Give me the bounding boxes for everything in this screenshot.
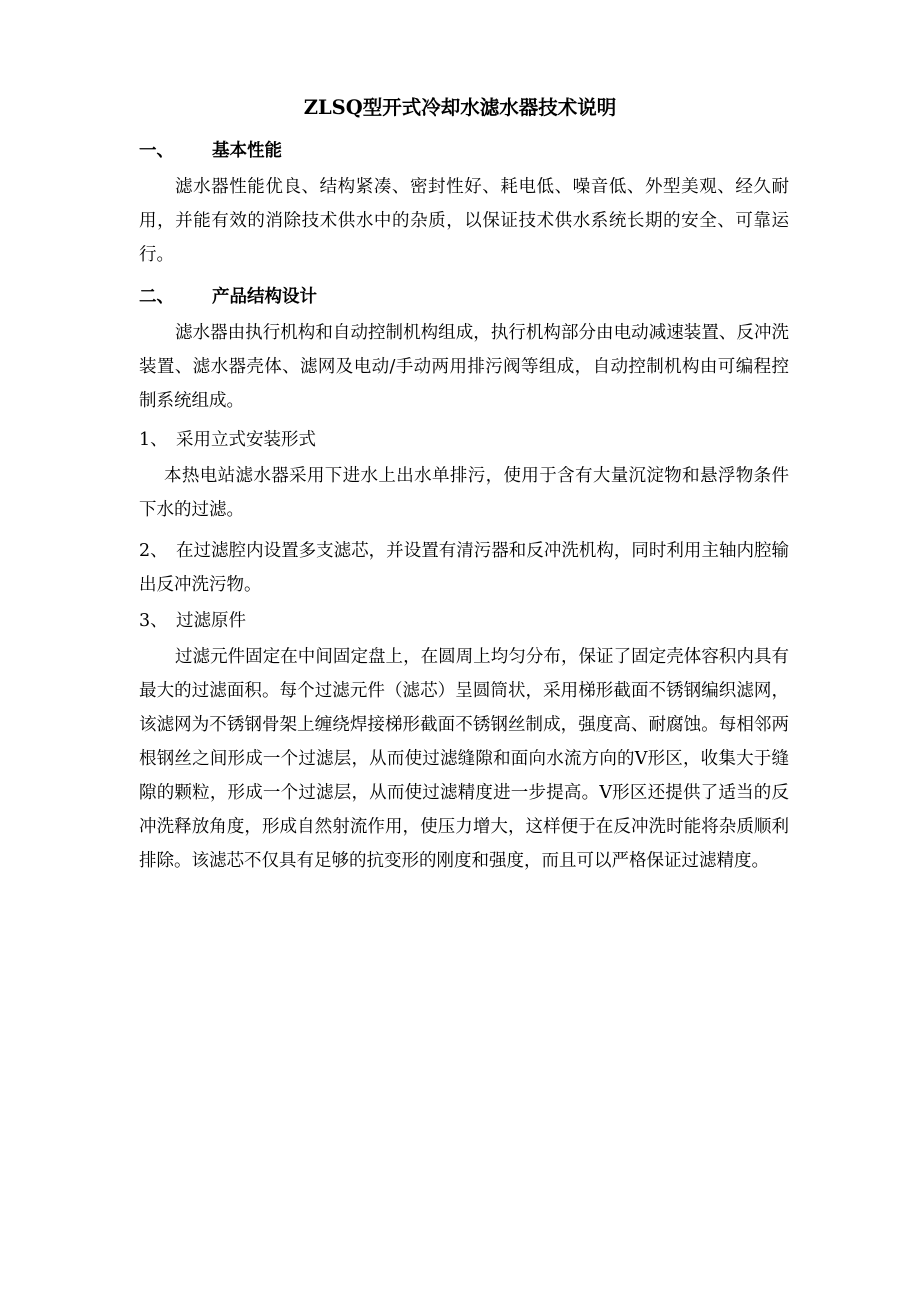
item-2-text: 在过滤腔内设置多支滤芯，并设置有清污器和反冲洗机构，同时利用主轴内腔输出反冲洗污物。 — [139, 541, 789, 595]
section-1-paragraph: 滤水器性能优良、结构紧凑、密封性好、耗电低、噪音低、外型美观、经久耐用，并能有效的消除技术供水中的杂质，以保证技术供水系统长期的安全、可靠运行。 — [139, 177, 789, 265]
item-2-paragraph — [139, 534, 789, 602]
section-2-title: 产品结构设计 — [212, 287, 317, 307]
item-3-paragraph: 过滤元件固定在中间固定盘上，在圆周上均匀分布，保证了固定壳体容积内具有最大的过滤面积。每个过滤元件（滤芯）呈圆筒状，采用梯形截面不锈钢编织滤网，该滤网为不锈钢骨架上缠绕焊接梯形截面不锈钢丝制成，强度高、耐腐蚀。每相邻两根钢丝之间形成一个过滤层，从而使过滤缝隙和面向水流方向的V形区，收集大于缝隙的颗粒，形成一个过滤层，从而使过滤精度进一步提高。V形区还提供了适当的反冲洗释放角度，形成自然射流作用，使压力增大，这样便于在反冲洗时能将杂质顺利排除。该滤芯不仅具有足够的抗变形的刚度和强度，而且可以严格保证过滤精度。 — [139, 647, 789, 871]
section-1-title: 基本性能 — [212, 141, 282, 161]
section-1-number: 一、 — [139, 141, 174, 161]
section-2-number: 二、 — [139, 287, 174, 307]
document-title: ZLSQ型开式冷却水滤水器技术说明 — [303, 96, 617, 119]
item-3-label: 过滤原件 — [176, 611, 246, 631]
section-2-paragraph: 滤水器由执行机构和自动控制机构组成，执行机构部分由电动减速装置、反冲洗装置、滤水器壳体、滤网及电动/手动两用排污阀等组成，自动控制机构由可编程控制系统组成。 — [139, 323, 789, 411]
item-3-heading — [139, 608, 246, 634]
section-2-heading — [139, 284, 317, 310]
item-3-number: 3、 — [139, 611, 168, 631]
item-1-heading — [139, 427, 316, 453]
section-1-heading — [139, 138, 282, 164]
item-1-label: 采用立式安装形式 — [176, 430, 316, 450]
item-2-number: 2、 — [139, 541, 168, 561]
item-1-paragraph: 本热电站滤水器采用下进水上出水单排污，使用于含有大量沉淀物和悬浮物条件下水的过滤。 — [139, 466, 789, 520]
item-1-number: 1、 — [139, 430, 168, 450]
